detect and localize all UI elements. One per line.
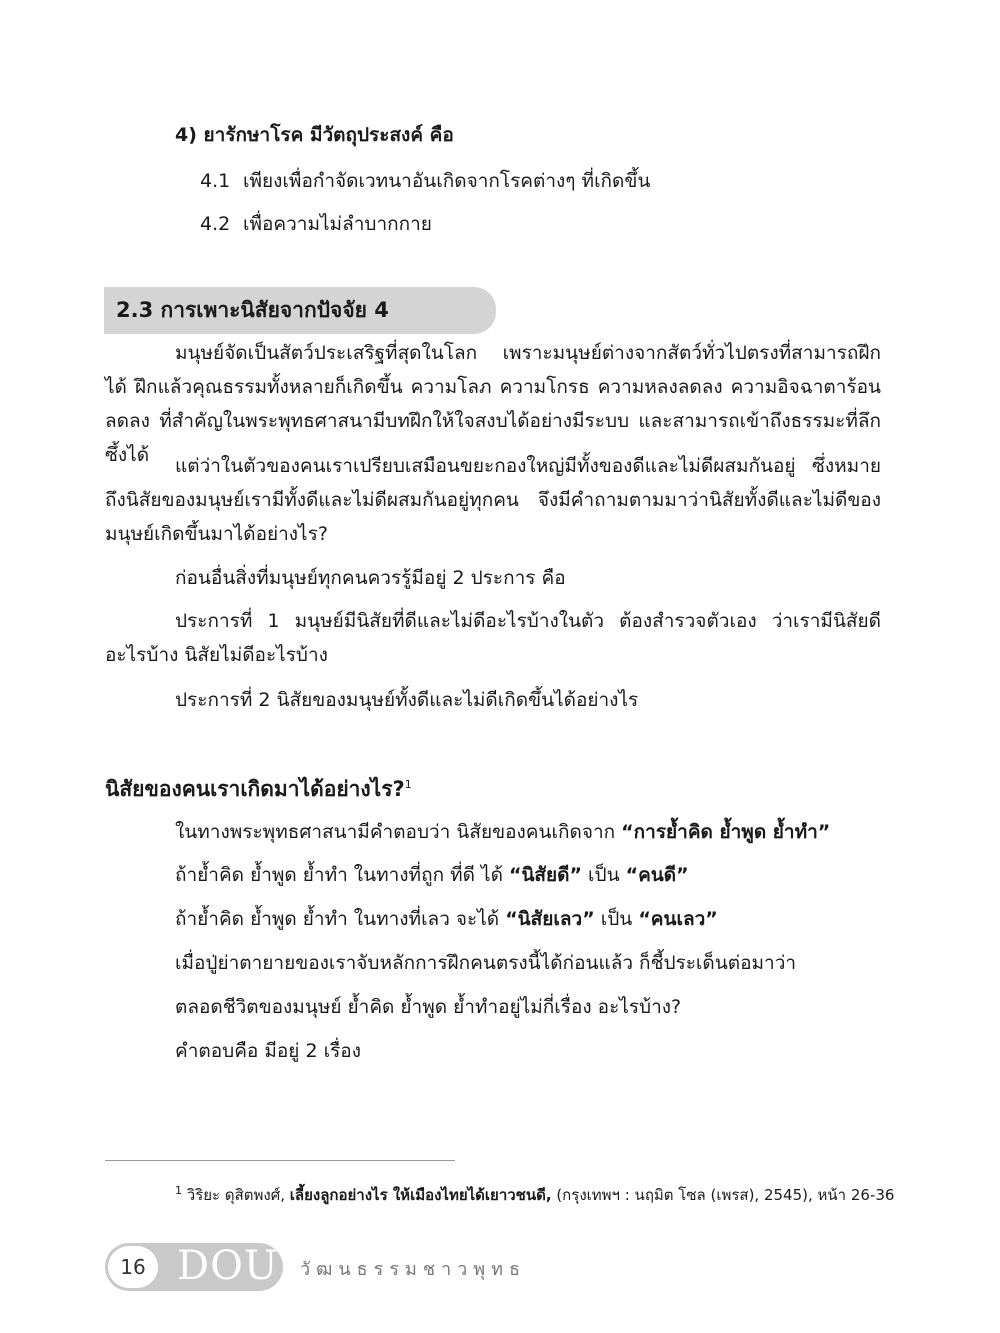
paragraph: แต่ว่าในตัวของคนเราเปรียบเสมือนขยะกองใหญ่มีทั้งของดีและไม่ดีผสมกันอยู่ ซึ่งหมายถึงนิสัยของมนุษย์เรามีทั้งดีและไม่ดีผสมกันอยู่ทุกคน จึงมีคำถามตามมาว่านิสัยทั้งดีและไม่ดีของมนุษย์เกิดขึ้นมาได้อย่างไร?	[105, 455, 881, 545]
section-heading-box	[104, 287, 496, 334]
paragraph: มนุษย์จัดเป็นสัตว์ประเสริฐที่สุดในโลก เพราะมนุษย์ต่างจากสัตว์ทั่วไปตรงที่สามารถฝึกได้ ฝึกแล้วคุณธรรมทั้งหลายก็เกิดขึ้น ความโลภ ความโกรธ ความหลงลดลง ความอิจฉาตาร้อนลดลง ที่สำคัญในพระพุทธศาสนามีบทฝึกให้ใจสงบได้อย่างมีระบบ และสามารถเข้าถึงธรรมะที่ลึกซึ้งได้	[105, 342, 881, 466]
subsection-title: นิสัยของคนเราเกิดมาได้อย่างไร?$^1$	[105, 777, 412, 801]
paragraph: ก่อนอื่นสิ่งที่มนุษย์ทุกคนควรรู้มีอยู่ 2 ประการ คือ	[175, 567, 566, 589]
footer-book-title: วัฒนธรรมชาวพุทธ	[300, 1259, 527, 1280]
section-title: 2.3 การเพาะนิสัยจากปัจจัย 4	[116, 298, 389, 322]
paragraph: ประการที่ 2 นิสัยของมนุษย์ทั้งดีและไม่ดีเกิดขึ้นได้อย่างไร	[175, 689, 639, 711]
body-line: ในทางพระพุทธศาสนามีคำตอบว่า นิสัยของคนเกิดจาก “การย้ำคิด ย้ำพูด ย้ำทำ”	[175, 821, 831, 843]
body-line: ตลอดชีวิตของมนุษย์ ย้ำคิด ย้ำพูด ย้ำทำอยู่ไม่กี่เรื่อง อะไรบ้าง?	[175, 996, 682, 1018]
dou-logo: DOU	[177, 1243, 279, 1289]
list-item-number: 4.2	[200, 213, 231, 235]
list-item-number: 4.1	[200, 170, 231, 192]
page-number: 16	[108, 1246, 158, 1288]
list-heading: 4) ยารักษาโรค มีวัตถุประสงค์ คือ	[175, 124, 454, 146]
footnote-ref[interactable]: 1	[404, 778, 412, 791]
body-line: ถ้าย้ำคิด ย้ำพูด ย้ำทำ ในทางที่ถูก ที่ดี ได้ “นิสัยดี” เป็น “คนดี”	[175, 864, 689, 886]
body-line: ถ้าย้ำคิด ย้ำพูด ย้ำทำ ในทางที่เลว จะได้ “นิสัยเลว” เป็น “คนเลว”	[175, 908, 718, 930]
list-item-text: เพียงเพื่อกำจัดเวทนาอันเกิดจากโรคต่างๆ ที่เกิดขึ้น	[243, 170, 651, 192]
body-line: เมื่อปู่ย่าตายายของเราจับหลักการฝึกคนตรงนี้ได้ก่อนแล้ว ก็ชี้ประเด็นต่อมาว่า	[175, 952, 797, 974]
body-line: คำตอบคือ มีอยู่ 2 เรื่อง	[175, 1040, 361, 1062]
list-item-text: เพื่อความไม่ลำบากกาย	[243, 213, 432, 235]
footnote: $^1$ วิริยะ ดุสิตพงศ์, เลี้ยงลูกอย่างไร ให้เมืองไทยได้เยาวชนดี, (กรุงเทพฯ : นฤมิต โซล (เพรส), 2545), หน้า 26-36	[175, 1184, 895, 1204]
paragraph: ประการที่ 1 มนุษย์มีนิสัยที่ดีและไม่ดีอะไรบ้างในตัว ต้องสำรวจตัวเอง ว่าเรามีนิสัยดีอะไรบ้าง นิสัยไม่ดีอะไรบ้าง	[105, 610, 881, 666]
footnote-divider	[105, 1160, 455, 1161]
